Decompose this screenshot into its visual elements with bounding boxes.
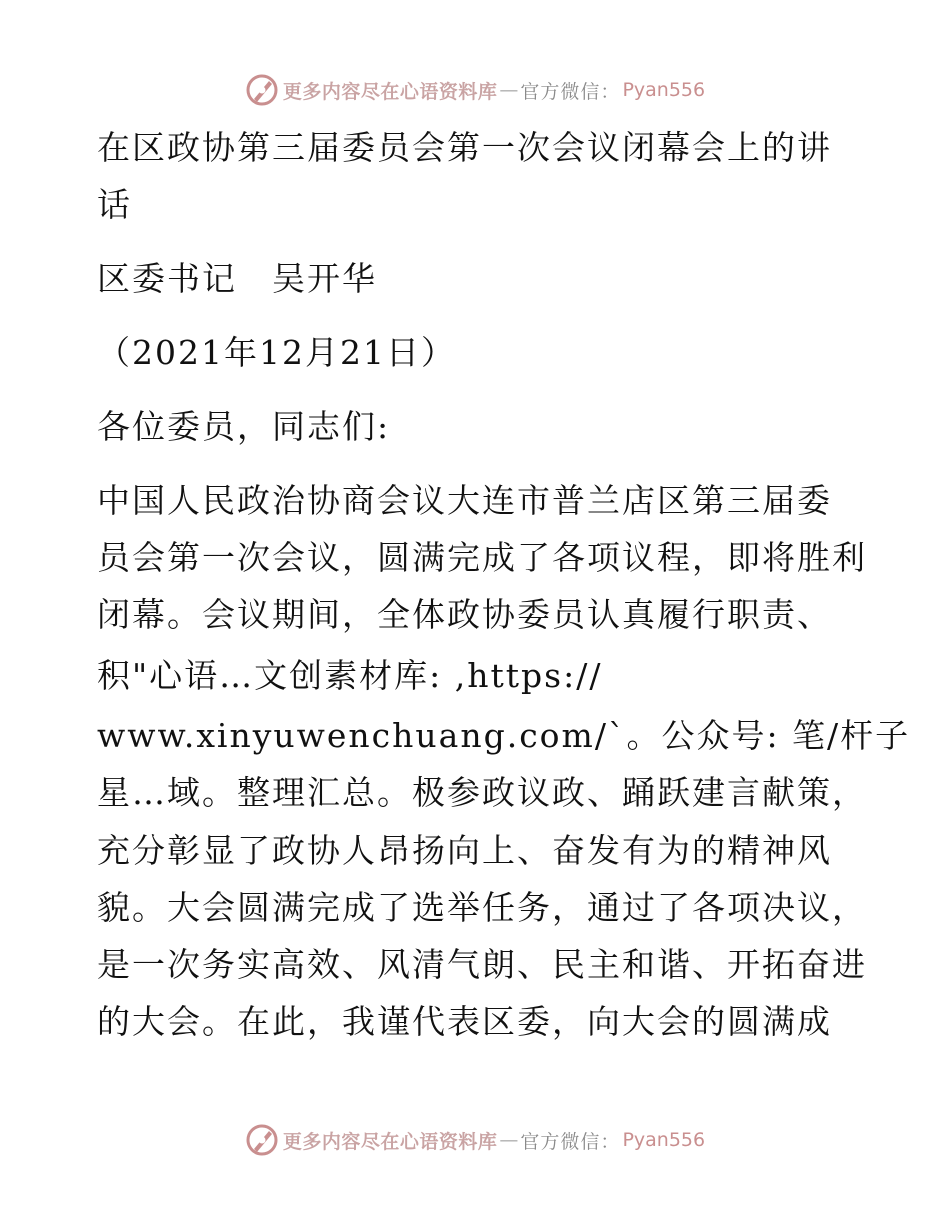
document-author: 区委书记 吴开华 xyxy=(97,259,377,298)
document-date: （2021年12月21日） xyxy=(97,333,456,372)
footer-watermark-banner xyxy=(0,1120,950,1160)
header-watermark-banner xyxy=(0,70,950,110)
body-line: 星…域。整理汇总。极参政议政、踊跃建言献策， xyxy=(97,773,867,812)
banner-wechat-id: Pyan556 xyxy=(622,79,706,101)
banner-dash: — xyxy=(499,79,519,101)
banner-brand-text: 更多内容尽在心语资料库 xyxy=(282,80,498,103)
body-line: 闭幕。会议期间，全体政协委员认真履行职责、 xyxy=(97,595,832,634)
document-title-line-2: 话 xyxy=(97,185,132,224)
document-title-line-1: 在区政协第三届委员会第一次会议闭幕会上的讲 xyxy=(97,128,832,167)
banner-dash: — xyxy=(499,1129,519,1151)
body-line: 貌。大会圆满完成了选举任务，通过了各项决议， xyxy=(97,888,867,927)
banner-wechat-id: Pyan556 xyxy=(622,1129,706,1151)
body-line: 中国人民政治协商会议大连市普兰店区第三届委 xyxy=(97,481,832,520)
document-salutation: 各位委员，同志们: xyxy=(97,407,391,446)
banner-brand-text: 更多内容尽在心语资料库 xyxy=(282,1130,498,1153)
banner-official-label: 官方微信： xyxy=(520,80,621,103)
body-line: www.xinyuwenchuang.com/`。公众号: 笔/杆子 xyxy=(97,716,911,755)
body-line: 员会第一次会议，圆满完成了各项议程，即将胜利 xyxy=(97,538,867,577)
quill-logo-icon xyxy=(245,73,279,107)
body-line: 积"心语…文创素材库: ,https:// xyxy=(97,656,603,695)
quill-logo-icon xyxy=(245,1123,279,1157)
body-line: 充分彰显了政协人昂扬向上、奋发有为的精神风 xyxy=(97,831,832,870)
banner-official-label: 官方微信： xyxy=(520,1130,621,1153)
body-line: 的大会。在此，我谨代表区委，向大会的圆满成 xyxy=(97,1002,832,1041)
body-line: 是一次务实高效、风清气朗、民主和谐、开拓奋进 xyxy=(97,945,867,984)
